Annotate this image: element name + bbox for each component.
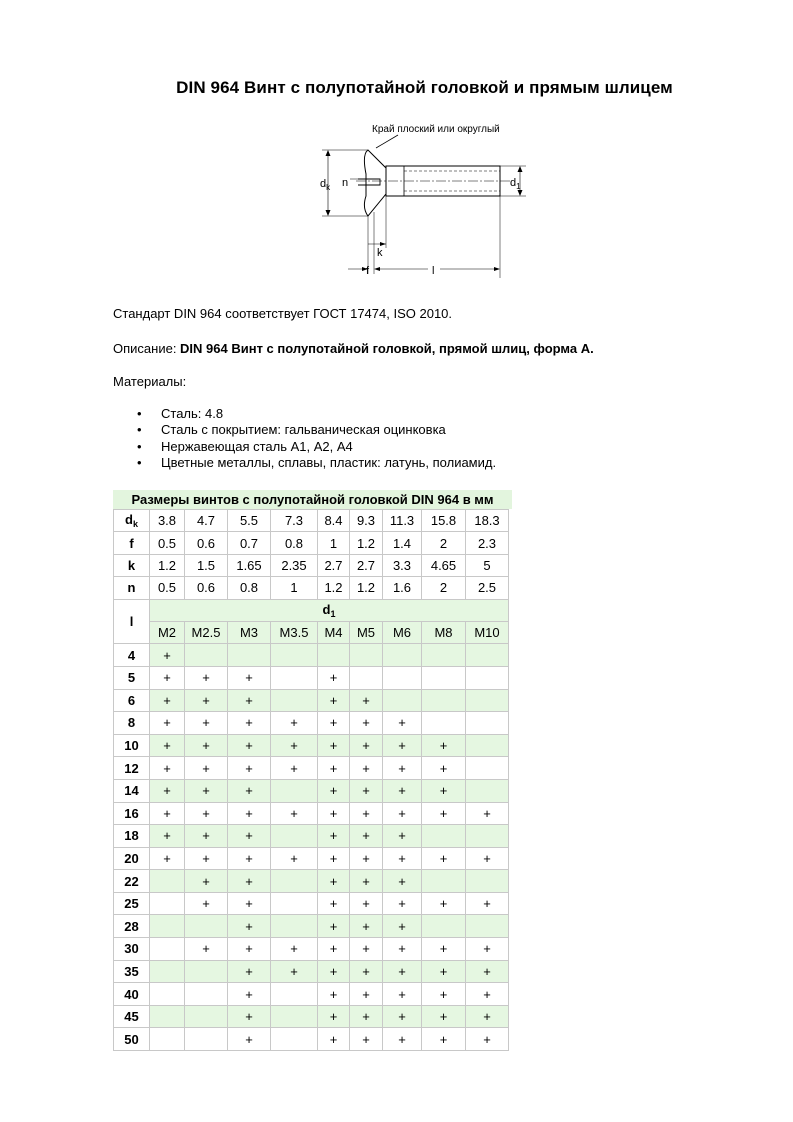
table-cell: + xyxy=(150,712,185,735)
table-cell: + xyxy=(228,757,271,780)
table-cell: + xyxy=(350,689,383,712)
table-cell: + xyxy=(350,825,383,848)
size-header: M3.5 xyxy=(271,621,318,643)
table-cell: + xyxy=(185,802,228,825)
table-cell xyxy=(150,1028,185,1051)
table-row xyxy=(114,666,509,689)
table-row xyxy=(114,892,509,915)
table-cell: + xyxy=(271,734,318,757)
table-row xyxy=(114,802,509,825)
table-cell: + xyxy=(185,757,228,780)
l-label: l xyxy=(432,265,435,277)
table-cell: + xyxy=(228,779,271,802)
table-cell: + xyxy=(350,847,383,870)
table-cell: 4.7 xyxy=(185,510,228,532)
table-cell: + xyxy=(318,983,350,1006)
l-header: l xyxy=(114,599,150,644)
bullet-icon: • xyxy=(137,406,142,421)
table-cell: + xyxy=(466,1005,509,1028)
screw-drawing xyxy=(300,116,540,282)
table-cell xyxy=(466,757,509,780)
table-cell: + xyxy=(318,825,350,848)
length-cell: 45 xyxy=(114,1005,150,1028)
table-cell: 1.65 xyxy=(228,554,271,576)
dk-label: $d_k$ xyxy=(320,178,331,192)
table-cell xyxy=(466,870,509,893)
table-cell xyxy=(422,870,466,893)
table-cell: + xyxy=(350,892,383,915)
table-cell: 1 xyxy=(271,577,318,599)
table-cell: + xyxy=(228,825,271,848)
table-cell: 9.3 xyxy=(350,510,383,532)
table-cell: 3.3 xyxy=(383,554,422,576)
n-label: n xyxy=(342,177,349,189)
table-cell: + xyxy=(318,1028,350,1051)
table-cell: + xyxy=(350,1005,383,1028)
table-cell xyxy=(466,712,509,735)
table-cell xyxy=(466,825,509,848)
table-cell: + xyxy=(318,666,350,689)
row-header: f xyxy=(114,532,150,554)
table-cell: + xyxy=(150,847,185,870)
table-cell xyxy=(350,644,383,667)
table-cell xyxy=(422,915,466,938)
table-cell: + xyxy=(318,847,350,870)
table-row xyxy=(114,712,509,735)
table-cell: + xyxy=(466,983,509,1006)
table-cell: + xyxy=(318,712,350,735)
d1-arrow-top xyxy=(518,166,523,172)
table-cell xyxy=(185,915,228,938)
d1-header: $d_1$ xyxy=(150,599,509,621)
table-cell: 1.4 xyxy=(383,532,422,554)
table-cell: 18.3 xyxy=(466,510,509,532)
table-row xyxy=(114,510,509,532)
page-title: DIN 964 Винт с полупотайной головкой и прямым шлицем xyxy=(176,78,673,97)
list-item: • Сталь: 4.8 xyxy=(137,406,224,421)
table-cell: + xyxy=(383,870,422,893)
table-cell: + xyxy=(318,779,350,802)
table-cell: + xyxy=(422,802,466,825)
table-cell: 5.5 xyxy=(228,510,271,532)
table-cell xyxy=(271,983,318,1006)
screw-head xyxy=(364,150,386,216)
table-cell: + xyxy=(350,802,383,825)
length-cell: 35 xyxy=(114,960,150,983)
length-cell: 16 xyxy=(114,802,150,825)
length-cell: 8 xyxy=(114,712,150,735)
table-cell: 1.2 xyxy=(350,577,383,599)
f-label: f xyxy=(366,265,370,277)
dk-arrow-bottom xyxy=(326,210,331,216)
table-cell: + xyxy=(185,712,228,735)
table-cell: + xyxy=(150,644,185,667)
table-cell xyxy=(466,734,509,757)
table-cell: + xyxy=(318,734,350,757)
length-cell: 22 xyxy=(114,870,150,893)
table-row xyxy=(114,621,509,643)
table-cell: 1 xyxy=(318,532,350,554)
table-cell xyxy=(271,1028,318,1051)
edge-note: Край плоский или округлый xyxy=(372,124,500,135)
table-row xyxy=(114,577,509,599)
table-cell: + xyxy=(228,712,271,735)
table-row xyxy=(114,532,509,554)
table-row xyxy=(114,825,509,848)
table-row xyxy=(114,644,509,667)
table-cell xyxy=(271,870,318,893)
table-cell: 11.3 xyxy=(383,510,422,532)
table-cell xyxy=(271,666,318,689)
table-cell: + xyxy=(422,1005,466,1028)
table-cell: + xyxy=(422,847,466,870)
length-cell: 20 xyxy=(114,847,150,870)
table-cell xyxy=(150,938,185,961)
table-cell: 8.4 xyxy=(318,510,350,532)
table-cell: + xyxy=(318,757,350,780)
table-cell: 3.8 xyxy=(150,510,185,532)
size-header: M3 xyxy=(228,621,271,643)
table-cell xyxy=(271,779,318,802)
length-cell: 40 xyxy=(114,983,150,1006)
table-cell: + xyxy=(383,1005,422,1028)
table-cell: + xyxy=(228,892,271,915)
table-cell xyxy=(185,1005,228,1028)
table-cell: 0.6 xyxy=(185,532,228,554)
list-item: • Сталь с покрытием: гальваническая оцинковка xyxy=(137,422,446,438)
table-cell xyxy=(271,644,318,667)
table-cell: + xyxy=(228,960,271,983)
table-cell: + xyxy=(350,734,383,757)
size-header: M5 xyxy=(350,621,383,643)
dk-arrow-top xyxy=(326,150,331,156)
k-arrow xyxy=(380,242,386,246)
table-cell: + xyxy=(185,825,228,848)
table-cell: + xyxy=(383,1028,422,1051)
table-cell: 0.6 xyxy=(185,577,228,599)
length-cell: 6 xyxy=(114,689,150,712)
table-cell: + xyxy=(383,802,422,825)
table-cell: + xyxy=(350,757,383,780)
table-cell xyxy=(185,960,228,983)
table-cell: + xyxy=(383,734,422,757)
table-cell xyxy=(422,644,466,667)
table-caption: Размеры винтов с полупотайной головкой DIN 964 в мм xyxy=(113,490,512,509)
table-cell: + xyxy=(466,960,509,983)
table-cell: 0.8 xyxy=(228,577,271,599)
table-cell xyxy=(271,1005,318,1028)
table-cell xyxy=(271,915,318,938)
table-cell: + xyxy=(150,666,185,689)
k-label: k xyxy=(377,247,383,259)
length-cell: 25 xyxy=(114,892,150,915)
description xyxy=(113,341,594,356)
table-cell: + xyxy=(185,870,228,893)
table-cell: 4.65 xyxy=(422,554,466,576)
table-cell xyxy=(422,666,466,689)
table-row xyxy=(114,599,509,621)
table-cell: + xyxy=(150,779,185,802)
table-cell: + xyxy=(228,870,271,893)
l-arrow-left xyxy=(374,267,380,271)
table-cell: + xyxy=(150,757,185,780)
table-cell: 1.2 xyxy=(350,532,383,554)
table-row xyxy=(114,1028,509,1051)
table-cell: + xyxy=(350,712,383,735)
table-cell: + xyxy=(422,938,466,961)
table-cell: + xyxy=(185,847,228,870)
row-header: $d_k$ xyxy=(114,510,150,532)
table-cell xyxy=(185,1028,228,1051)
table-cell: + xyxy=(185,734,228,757)
table-cell: + xyxy=(466,847,509,870)
table-cell: + xyxy=(228,983,271,1006)
size-header: M2 xyxy=(150,621,185,643)
length-cell: 28 xyxy=(114,915,150,938)
table-cell: + xyxy=(466,892,509,915)
table-cell xyxy=(383,666,422,689)
table-cell: 1.2 xyxy=(150,554,185,576)
table-cell xyxy=(466,915,509,938)
table-cell: + xyxy=(422,960,466,983)
table-cell: + xyxy=(185,666,228,689)
table-cell xyxy=(185,983,228,1006)
table-cell: + xyxy=(271,802,318,825)
standard-text: Стандарт DIN 964 соответствует ГОСТ 17474, ISO 2010. xyxy=(113,306,453,321)
table-cell xyxy=(422,689,466,712)
table-cell: + xyxy=(271,847,318,870)
table-cell xyxy=(383,644,422,667)
table-cell: + xyxy=(422,779,466,802)
l-arrow-right xyxy=(494,267,500,271)
table-row xyxy=(114,689,509,712)
table-cell: + xyxy=(228,938,271,961)
bullet-icon: • xyxy=(137,454,142,470)
table-cell: + xyxy=(150,689,185,712)
table-cell: + xyxy=(466,802,509,825)
table-cell: + xyxy=(318,915,350,938)
table-cell: 5 xyxy=(466,554,509,576)
table-cell: + xyxy=(350,960,383,983)
table-cell xyxy=(150,892,185,915)
table-cell: 2.7 xyxy=(350,554,383,576)
table-cell: 2.5 xyxy=(466,577,509,599)
table-cell: + xyxy=(466,938,509,961)
table-cell: + xyxy=(318,938,350,961)
table-row xyxy=(114,915,509,938)
table-cell: 0.7 xyxy=(228,532,271,554)
list-item: • Цветные металлы, сплавы, пластик: латунь, полиамид. xyxy=(137,454,497,470)
table-cell: 1.2 xyxy=(318,577,350,599)
table-cell xyxy=(350,666,383,689)
table-row xyxy=(114,870,509,893)
table-cell: + xyxy=(185,892,228,915)
table-cell: + xyxy=(350,938,383,961)
table-row xyxy=(114,847,509,870)
table-cell: + xyxy=(422,1028,466,1051)
list-item: • Нержавеющая сталь А1, А2, А4 xyxy=(137,438,353,454)
table-cell xyxy=(271,689,318,712)
table-cell: + xyxy=(228,847,271,870)
table-cell: + xyxy=(318,870,350,893)
table-cell: + xyxy=(228,734,271,757)
table-cell: + xyxy=(383,757,422,780)
length-cell: 30 xyxy=(114,938,150,961)
table-row xyxy=(114,779,509,802)
size-header: M2.5 xyxy=(185,621,228,643)
table-cell: 1.6 xyxy=(383,577,422,599)
table-cell xyxy=(466,644,509,667)
table-cell: + xyxy=(350,915,383,938)
table-cell: + xyxy=(383,847,422,870)
table-cell xyxy=(318,644,350,667)
table-cell xyxy=(150,1005,185,1028)
table-cell: + xyxy=(383,915,422,938)
table-cell: 7.3 xyxy=(271,510,318,532)
table-cell: + xyxy=(228,689,271,712)
table-cell xyxy=(271,825,318,848)
table-cell: + xyxy=(383,892,422,915)
table-cell: 2.35 xyxy=(271,554,318,576)
table-cell: + xyxy=(383,983,422,1006)
table-cell: + xyxy=(185,779,228,802)
row-header: n xyxy=(114,577,150,599)
table-cell: + xyxy=(150,825,185,848)
table-cell: + xyxy=(350,870,383,893)
table-cell: + xyxy=(383,960,422,983)
bullet-icon: • xyxy=(137,438,142,454)
table-cell: + xyxy=(228,1005,271,1028)
table-cell xyxy=(422,712,466,735)
table-cell xyxy=(150,915,185,938)
table-row xyxy=(114,960,509,983)
table-cell: + xyxy=(422,892,466,915)
materials-list xyxy=(113,406,496,471)
table-row xyxy=(114,983,509,1006)
table-cell: + xyxy=(150,802,185,825)
table-cell: + xyxy=(422,734,466,757)
table-cell: + xyxy=(466,1028,509,1051)
table-cell: + xyxy=(318,689,350,712)
dimensions-table xyxy=(113,509,509,1051)
table-cell xyxy=(422,825,466,848)
table-cell: 1.5 xyxy=(185,554,228,576)
bullet-icon: • xyxy=(137,422,142,438)
table-cell: + xyxy=(422,757,466,780)
note-leader xyxy=(376,135,398,148)
length-cell: 12 xyxy=(114,757,150,780)
table-cell: 15.8 xyxy=(422,510,466,532)
table-cell: 2.3 xyxy=(466,532,509,554)
table-cell xyxy=(466,689,509,712)
table-cell xyxy=(383,689,422,712)
table-cell: + xyxy=(383,779,422,802)
table-cell xyxy=(150,983,185,1006)
table-cell: + xyxy=(350,779,383,802)
table-row xyxy=(114,757,509,780)
length-cell: 18 xyxy=(114,825,150,848)
table-cell: + xyxy=(318,960,350,983)
table-cell: + xyxy=(228,1028,271,1051)
materials-label: Материалы: xyxy=(113,374,187,389)
table-cell: 2 xyxy=(422,577,466,599)
table-cell: + xyxy=(271,960,318,983)
table-cell: + xyxy=(271,938,318,961)
row-header: k xyxy=(114,554,150,576)
d1-label: $d_1$ xyxy=(510,177,521,191)
table-cell: + xyxy=(271,712,318,735)
table-cell xyxy=(150,960,185,983)
table-cell: 2 xyxy=(422,532,466,554)
table-cell: + xyxy=(383,938,422,961)
table-cell: + xyxy=(383,712,422,735)
table-cell: + xyxy=(185,689,228,712)
table-cell: + xyxy=(228,666,271,689)
table-cell: + xyxy=(150,734,185,757)
length-cell: 4 xyxy=(114,644,150,667)
size-header: M8 xyxy=(422,621,466,643)
table-cell xyxy=(466,779,509,802)
table-cell: + xyxy=(185,938,228,961)
table-cell: + xyxy=(422,983,466,1006)
table-cell: 2.7 xyxy=(318,554,350,576)
table-cell: + xyxy=(318,1005,350,1028)
table-cell xyxy=(150,870,185,893)
table-cell: + xyxy=(383,825,422,848)
table-cell: + xyxy=(350,1028,383,1051)
table-cell xyxy=(185,644,228,667)
table-cell xyxy=(466,666,509,689)
table-cell xyxy=(228,644,271,667)
length-cell: 10 xyxy=(114,734,150,757)
table-cell: + xyxy=(228,802,271,825)
table-row xyxy=(114,734,509,757)
table-cell: 0.5 xyxy=(150,577,185,599)
size-header: M6 xyxy=(383,621,422,643)
length-cell: 14 xyxy=(114,779,150,802)
table-row xyxy=(114,1005,509,1028)
description-value: DIN 964 Винт с полупотайной головкой, прямой шлиц, форма А. xyxy=(180,341,594,356)
length-cell: 5 xyxy=(114,666,150,689)
table-cell: + xyxy=(318,802,350,825)
description-label: Описание: xyxy=(113,341,181,356)
table-cell: + xyxy=(318,892,350,915)
table-cell: + xyxy=(350,983,383,1006)
table-cell xyxy=(271,892,318,915)
table-cell: 0.8 xyxy=(271,532,318,554)
table-cell: 0.5 xyxy=(150,532,185,554)
table-row xyxy=(114,554,509,576)
size-header: M10 xyxy=(466,621,509,643)
table-cell: + xyxy=(271,757,318,780)
table-row xyxy=(114,938,509,961)
size-header: M4 xyxy=(318,621,350,643)
length-cell: 50 xyxy=(114,1028,150,1051)
table-cell: + xyxy=(228,915,271,938)
